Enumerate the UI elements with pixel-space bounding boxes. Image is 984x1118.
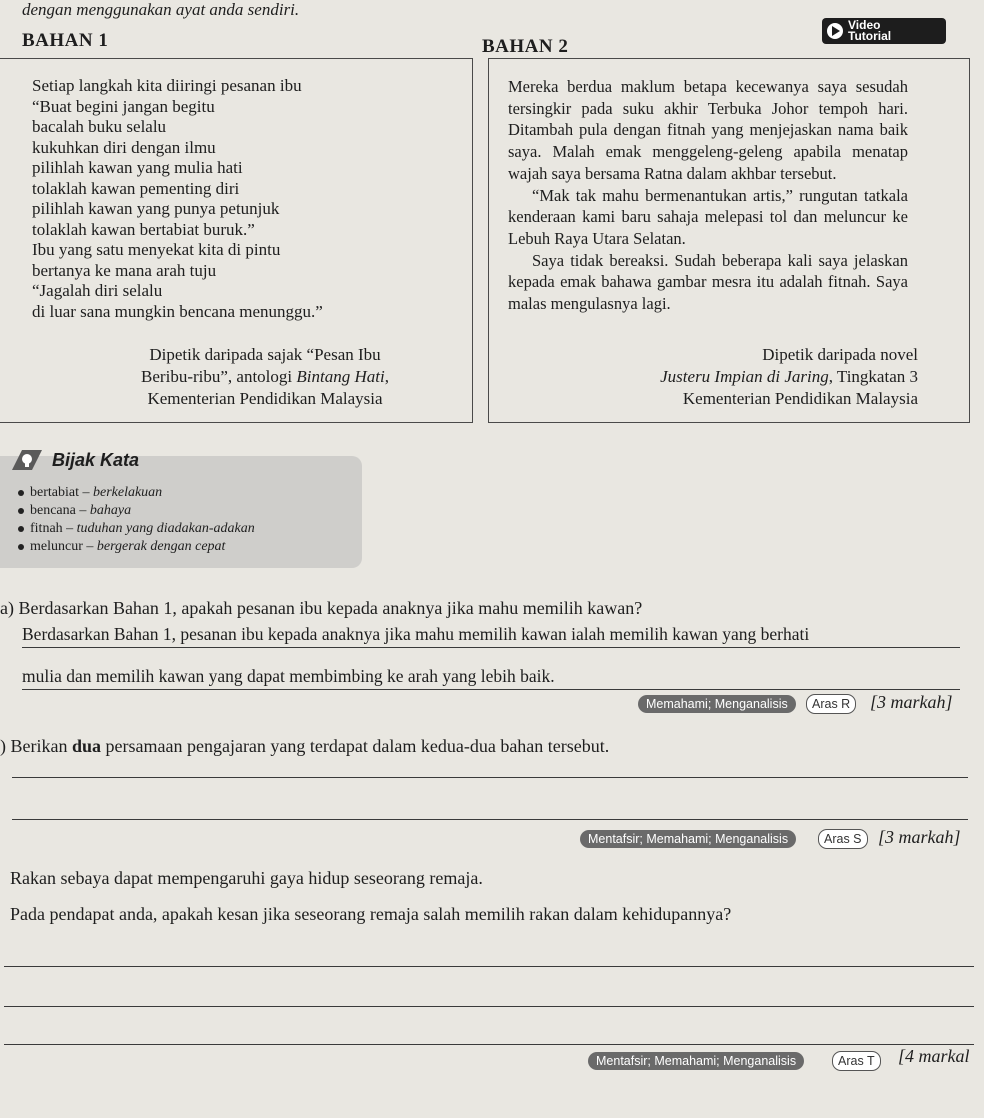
question-a: a) Berdasarkan Bahan 1, apakah pesanan ibu kepada anaknya jika mahu memilih kawan? bbox=[0, 598, 643, 618]
answer-a-line-1: Berdasarkan Bahan 1, pesanan ibu kepada anaknya jika mahu memilih kawan ialah memilih kawan yang berhati bbox=[22, 624, 810, 644]
bijak-kata-meaning: tuduhan yang diadakan-adakan bbox=[76, 521, 255, 536]
answer-line bbox=[22, 689, 960, 690]
bahan2-citation: Dipetik daripada novel Justeru Impian di Jaring, Tingkatan 3 Kementerian Pendidikan Malaysia bbox=[660, 345, 918, 408]
question-c-intro: Rakan sebaya dapat mempengaruhi gaya hidup seseorang remaja. bbox=[10, 868, 483, 888]
bahan2-paragraph-3: Saya tidak bereaksi. Sudah beberapa kali saya jelaskan kepada emak bahawa gambar mesra itu adalah fitnah. Saya malas mengulasnya lagi. bbox=[508, 250, 908, 314]
poem-line: Setiap langkah kita diiringi pesanan ibu bbox=[32, 76, 302, 95]
bahan2-paragraph-1: Mereka berdua maklum betapa kecewanya saya sesudah tersingkir pada suku akhir Terbuka Johor tempoh hari. Ditambah pula dengan fitnah yang menjejaskan nama baik saya. Malah emak menggeleng-geleng apabila menatap wajah saya bersama Ratna dalam akhbar tersebut. bbox=[508, 77, 908, 183]
marks-label: [3 markah] bbox=[878, 827, 961, 847]
video-badge-label: Video Tutorial bbox=[848, 18, 892, 43]
poem-line: pilihlah kawan yang punya petunjuk bbox=[32, 199, 280, 218]
skills-badge: Memahami; Menganalisis bbox=[638, 695, 796, 713]
bijak-kata-meaning: berkelakuan bbox=[92, 485, 163, 500]
question-c: Pada pendapat anda, apakah kesan jika seseorang remaja salah memilih rakan dalam kehidupannya? bbox=[10, 904, 732, 924]
bijak-kata-word: fitnah bbox=[30, 521, 63, 536]
bijak-kata-box bbox=[0, 456, 362, 568]
bijak-kata-word: meluncur bbox=[30, 539, 83, 554]
answer-line bbox=[12, 819, 968, 820]
bijak-kata-item: meluncur – bergerak dengan cepat bbox=[18, 538, 255, 556]
aras-badge: Aras R bbox=[806, 694, 856, 714]
aras-badge: Aras S bbox=[818, 829, 868, 849]
bijak-kata-item: bencana – bahaya bbox=[18, 502, 255, 520]
poem-line: Ibu yang satu menyekat kita di pintu bbox=[32, 240, 281, 259]
poem-line: kukuhkan diri dengan ilmu bbox=[32, 137, 216, 157]
lightbulb-icon bbox=[10, 448, 44, 472]
skills-badge: Mentafsir; Memahami; Menganalisis bbox=[588, 1052, 804, 1070]
bahan2-title: BAHAN 2 bbox=[482, 36, 569, 57]
poem-line: “Buat begini jangan begitu bbox=[32, 96, 215, 116]
bijak-kata-item: bertabiat – berkelakuan bbox=[18, 484, 255, 502]
marks-label: [3 markah] bbox=[870, 692, 953, 712]
video-tutorial-badge[interactable] bbox=[822, 18, 962, 44]
bijak-kata-meaning: bahaya bbox=[89, 503, 132, 518]
bijak-kata-title: Bijak Kata bbox=[52, 450, 140, 470]
bahan1-citation: Dipetik daripada sajak “Pesan Ibu Beribu-ribu”, antologi Bintang Hati, Kementerian Pendidikan Malaysia bbox=[141, 345, 389, 408]
bijak-kata-item: fitnah – tuduhan yang diadakan-adakan bbox=[18, 520, 255, 538]
skills-badge: Mentafsir; Memahami; Menganalisis bbox=[580, 830, 796, 848]
answer-line bbox=[4, 1044, 974, 1045]
bahan2-excerpt bbox=[508, 76, 908, 315]
bijak-kata-word: bencana bbox=[30, 503, 76, 518]
marks-label: [4 markal bbox=[898, 1046, 970, 1066]
poem-line: tolaklah kawan bertabiat buruk.” bbox=[32, 219, 255, 239]
top-instruction: dengan menggunakan ayat anda sendiri. bbox=[22, 0, 300, 19]
play-icon bbox=[822, 18, 962, 44]
bahan2-paragraph-2: “Mak tak mahu bermenantukan artis,” rungutan tatkala kenderaan kami baru sahaja melepasi tol dan meluncur ke Lebuh Raya Utara Selatan. bbox=[508, 185, 908, 248]
answer-line bbox=[22, 647, 960, 648]
poem-line: bertanya ke mana arah tuju bbox=[32, 260, 217, 280]
poem-line: bacalah buku selalu bbox=[32, 117, 167, 136]
bijak-kata-word: bertabiat bbox=[30, 485, 79, 500]
answer-line bbox=[12, 777, 968, 778]
aras-badge: Aras T bbox=[832, 1051, 881, 1071]
poem-line: “Jagalah diri selalu bbox=[32, 281, 163, 300]
bijak-kata-meaning: bergerak dengan cepat bbox=[96, 539, 226, 554]
bahan1-title: BAHAN 1 bbox=[22, 30, 109, 51]
poem-line: tolaklah kawan pementing diri bbox=[32, 178, 240, 198]
answer-a-line-2: mulia dan memilih kawan yang dapat membimbing ke arah yang lebih baik. bbox=[22, 666, 555, 686]
bahan1-poem bbox=[32, 76, 323, 322]
question-b: ) Berikan dua persamaan pengajaran yang terdapat dalam kedua-dua bahan tersebut. bbox=[0, 736, 610, 756]
bijak-kata-list bbox=[18, 484, 255, 556]
poem-line: di luar sana mungkin bencana menunggu.” bbox=[32, 301, 323, 321]
answer-line bbox=[4, 1006, 974, 1007]
poem-line: pilihlah kawan yang mulia hati bbox=[32, 158, 243, 177]
answer-line bbox=[4, 966, 974, 967]
